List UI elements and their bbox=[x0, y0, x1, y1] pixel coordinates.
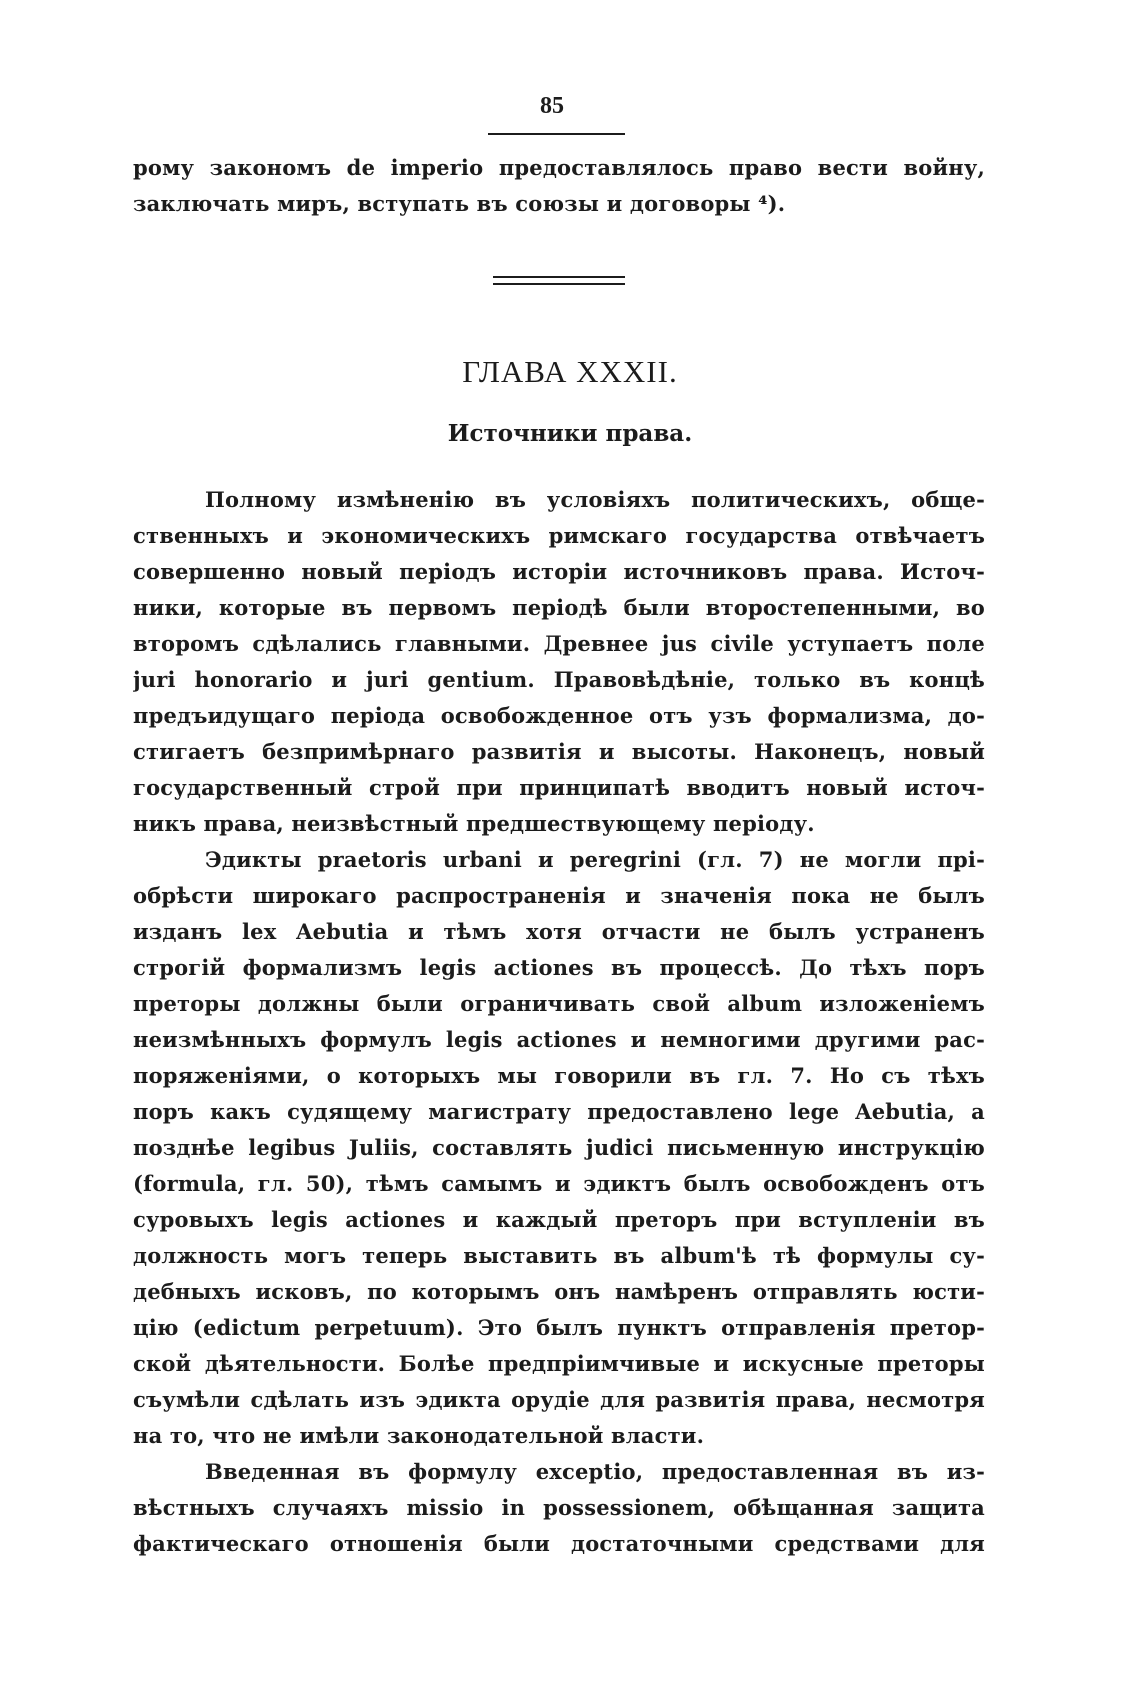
section-divider-bottom bbox=[493, 283, 625, 285]
paragraph-2 bbox=[133, 842, 985, 1454]
page-number: 85 bbox=[540, 93, 564, 119]
text-line: изданъ lex Aebutia и тѣмъ хотя отчасти не былъ устраненъ bbox=[133, 919, 985, 944]
text-line: дебныхъ исковъ, по которымъ онъ намѣренъ отправлять юсти- bbox=[133, 1279, 985, 1304]
text-line: съумѣли сдѣлать изъ эдикта орудіе для развитія права, несмотря bbox=[133, 1387, 985, 1412]
text-line: Введенная въ формулу exceptio, предоставленная въ из- bbox=[205, 1459, 985, 1484]
text-line: рому закономъ de imperio предоставлялось право вести войну, bbox=[133, 155, 985, 180]
text-line: Эдикты praetoris urbani и peregrini (гл. 7) не могли прі- bbox=[205, 847, 985, 872]
text-line: второмъ сдѣлались главными. Древнее jus civile уступаетъ поле bbox=[133, 631, 985, 656]
text-line: фактическаго отношенія были достаточными средствами для bbox=[133, 1531, 985, 1556]
text-line: ственныхъ и экономическихъ римскаго государства отвѣчаетъ bbox=[133, 523, 985, 548]
text-line: совершенно новый періодъ исторіи источниковъ права. Источ- bbox=[133, 559, 985, 584]
text-line: обрѣсти широкаго распространенія и значенія пока не былъ bbox=[133, 883, 985, 908]
text-line: поръ какъ судящему магистрату предоставлено lege Aebutia, а bbox=[133, 1099, 985, 1124]
continued-text bbox=[133, 150, 985, 222]
text-line: поряженіями, о которыхъ мы говорили въ гл. 7. Но съ тѣхъ bbox=[133, 1063, 985, 1088]
text-line: должность могъ теперь выставить въ album'ѣ тѣ формулы су- bbox=[133, 1243, 985, 1268]
text-line: Полному измѣненію въ условіяхъ политическихъ, обще- bbox=[205, 487, 985, 512]
text-line: вѣстныхъ случаяхъ missio in possessionem, обѣщанная защита bbox=[133, 1495, 985, 1520]
text-line: строгій формализмъ legis actiones въ процессѣ. До тѣхъ поръ bbox=[133, 955, 985, 980]
chapter-title: ГЛАВА XXXII. bbox=[462, 354, 678, 389]
paragraph-1 bbox=[133, 482, 985, 842]
text-line: неизмѣнныхъ формулъ legis actiones и немногими другими рас- bbox=[133, 1027, 985, 1052]
text-line: ники, которые въ первомъ періодѣ были второстепенными, во bbox=[133, 595, 985, 620]
text-line: преторы должны были ограничивать свой album изложеніемъ bbox=[133, 991, 985, 1016]
text-line: ской дѣятельности. Болѣе предпріимчивые и искусные преторы bbox=[133, 1351, 985, 1376]
text-line: позднѣе legibus Juliis, составлять judici письменную инструкцію bbox=[133, 1135, 985, 1160]
section-divider-top bbox=[493, 276, 625, 278]
text-line: стигаетъ безпримѣрнаго развитія и высоты. Наконецъ, новый bbox=[133, 739, 985, 764]
text-line: государственный строй при принципатѣ вводитъ новый источ- bbox=[133, 775, 985, 800]
text-line: juri honorario и juri gentium. Правовѣдѣніе, только въ концѣ bbox=[133, 667, 985, 692]
text-line: (formula, гл. 50), тѣмъ самымъ и эдиктъ былъ освобожденъ отъ bbox=[133, 1171, 985, 1196]
chapter-subtitle: Источники права. bbox=[447, 420, 693, 447]
text-line: цію (edictum perpetuum). Это былъ пунктъ отправленія претор- bbox=[133, 1315, 985, 1340]
text-line: на то, что не имѣли законодательной власти. bbox=[133, 1423, 705, 1448]
page-number-rule bbox=[488, 133, 625, 135]
text-line: заключать миръ, вступать въ союзы и договоры ⁴). bbox=[133, 191, 786, 216]
text-line: предъидущаго періода освобожденное отъ узъ формализма, до- bbox=[133, 703, 985, 728]
paragraph-3 bbox=[133, 1454, 985, 1562]
text-line: суровыхъ legis actiones и каждый преторъ при вступленіи въ bbox=[133, 1207, 985, 1232]
text-line: никъ права, неизвѣстный предшествующему періоду. bbox=[133, 811, 815, 836]
